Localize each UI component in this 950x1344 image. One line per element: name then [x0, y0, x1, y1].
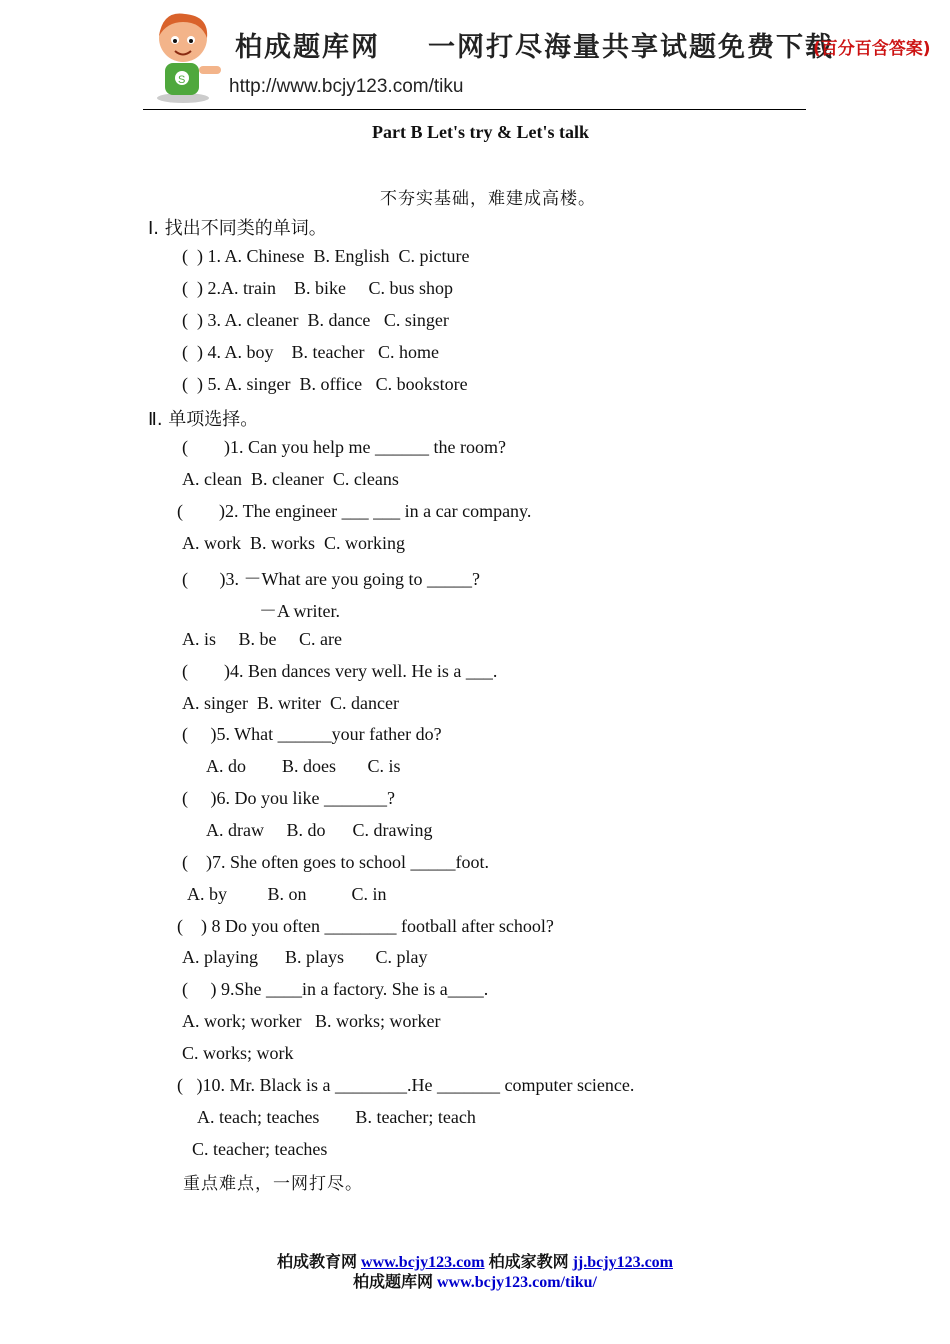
question-5-options: A. do B. does C. is: [206, 756, 401, 776]
footer-label-tutor: 柏成家教网: [488, 1252, 569, 1271]
mascot-icon: [157, 13, 221, 103]
banner-url: http://www.bcjy123.com/tiku: [229, 76, 464, 97]
question-4: ( )4. Ben dances very well. He is a ___.: [182, 661, 498, 681]
question-8-options: A. playing B. plays C. play: [182, 947, 428, 967]
question-3-options: A. is B. be C. are: [182, 629, 342, 649]
footer-label-tiku: 柏成题库网: [352, 1272, 433, 1291]
header-banner: [143, 8, 948, 108]
footer-line-2: [0, 1269, 950, 1292]
header-divider: [143, 109, 806, 110]
question-7: ( )7. She often goes to school _____foot.: [182, 852, 489, 872]
question-9-option-c: C. works; work: [182, 1043, 294, 1063]
question-6: ( )6. Do you like _______?: [182, 788, 395, 808]
footer-link-tutor[interactable]: jj.bcjy123.com: [572, 1254, 673, 1271]
page-title: Part B Let's try & Let's talk: [372, 122, 589, 142]
question-7-options: A. by B. on C. in: [187, 884, 387, 904]
banner-site-title: 柏成题库网: [235, 32, 380, 63]
question-3-answer-line: －A writer.: [259, 601, 340, 621]
question-4-options: A. singer B. writer C. dancer: [182, 693, 399, 713]
question-9: ( ) 9.She ____in a factory. She is a____.: [182, 979, 489, 999]
question-2: ( )2. The engineer ___ ___ in a car company.: [177, 501, 532, 521]
svg-text:S: S: [178, 74, 186, 86]
section2-heading: Ⅱ. 单项选择。: [148, 409, 259, 430]
question-10-options-ab: A. teach; teaches B. teacher; teach: [197, 1107, 476, 1127]
question-5: ( )5. What ______your father do?: [182, 724, 442, 744]
footer-link-tiku[interactable]: www.bcjy123.com/tiku/: [437, 1274, 597, 1291]
banner-answer-note: (百分百含答案): [813, 39, 931, 59]
question-1-options: A. clean B. cleaner C. cleans: [182, 469, 399, 489]
footer-link-edu[interactable]: www.bcjy123.com: [361, 1254, 485, 1271]
question-9-options-ab: A. work; worker B. works; worker: [182, 1011, 441, 1031]
motto-text: 不夯实基础，难建成高楼。: [380, 189, 596, 209]
section1-item-1: ( ) 1. A. Chinese B. English C. picture: [182, 246, 470, 266]
footer-label-edu: 柏成教育网: [277, 1252, 358, 1271]
section1-item-4: ( ) 4. A. boy B. teacher C. home: [182, 342, 439, 362]
section1-item-5: ( ) 5. A. singer B. office C. bookstore: [182, 374, 468, 394]
question-2-options: A. work B. works C. working: [182, 533, 405, 553]
banner-slogan: 一网打尽海量共享试题免费下载: [428, 32, 834, 63]
question-8: ( ) 8 Do you often ________ football after school?: [177, 916, 554, 936]
question-1: ( )1. Can you help me ______ the room?: [182, 437, 506, 457]
question-10-option-c: C. teacher; teaches: [192, 1139, 328, 1159]
section1-item-3: ( ) 3. A. cleaner B. dance C. singer: [182, 310, 449, 330]
question-10: ( )10. Mr. Black is a ________.He _______ computer science.: [177, 1075, 635, 1095]
section1-item-2: ( ) 2.A. train B. bike C. bus shop: [182, 278, 453, 298]
section1-heading: Ⅰ. 找出不同类的单词。: [148, 218, 327, 239]
question-3: ( )3. －What are you going to _____?: [182, 569, 480, 589]
question-6-options: A. draw B. do C. drawing: [206, 820, 433, 840]
closing-text: 重点难点，一网打尽。: [183, 1174, 363, 1194]
